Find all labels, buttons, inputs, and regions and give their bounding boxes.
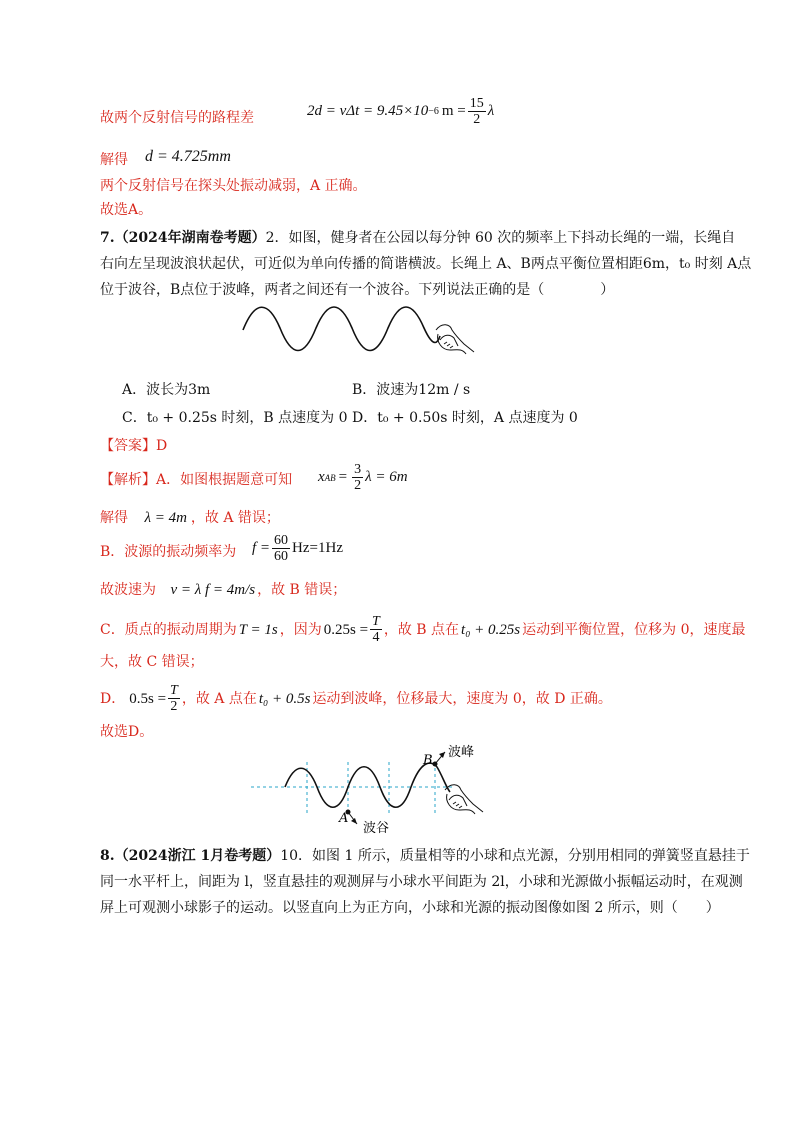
wave-diagram-figure <box>245 742 545 842</box>
a1-frac-den: 2 <box>354 478 362 493</box>
q7-option-b: B．波速为12m / s <box>352 382 471 398</box>
b1-eq-lhs: f = <box>252 540 271 556</box>
b2-eq: v = λ f = 4m/s <box>170 582 256 598</box>
a1-eq-sub: AB <box>324 472 336 483</box>
a2-tail: ，故 A 错误； <box>190 510 280 526</box>
analysis-a1 <box>100 470 292 490</box>
d1-eq1: 0.5s = <box>129 690 167 707</box>
c1-eq1: T = 1s <box>238 621 278 638</box>
line4: 故选A。 <box>100 202 153 218</box>
rope-wave <box>243 307 440 351</box>
answer-label: 【答案】 <box>100 438 156 454</box>
line2-equation: d = 4.725mm <box>145 148 231 165</box>
b2-label: 故波速为 <box>100 582 156 598</box>
line3: 两个反射信号在探头处振动减弱，A 正确。 <box>100 178 367 194</box>
c1-c: ，故 B 点在 <box>383 621 460 638</box>
d1-a: D． <box>100 690 126 707</box>
c1-a: C．质点的振动周期为 <box>100 621 237 638</box>
q8-line3: 屏上可观测小球影子的运动。以竖直向上为正方向，小球和光源的振动图像如图 2 所示，则（ ） <box>100 900 720 916</box>
b1-eq-rhs: Hz=1Hz <box>292 540 343 556</box>
q7-text1: 2．如图，健身者在公园以每分钟 60 次的频率上下抖动长绳的一端，长绳自 <box>265 230 736 246</box>
hand-icon <box>436 325 474 354</box>
b1-frac-den: 60 <box>274 549 289 564</box>
q7-prefix: 7.（2024年湖南卷考题） <box>100 230 266 246</box>
analysis-c1 <box>100 614 746 645</box>
c1-eq2: 0.25s = <box>323 621 369 638</box>
line2-label: 解得 <box>100 152 128 168</box>
a2-label: 解得 <box>100 510 128 526</box>
label-trough: 波谷 <box>363 821 390 836</box>
q7-option-c: C．t₀ + 0.25s 时刻，B 点速度为 0 <box>122 410 348 426</box>
wave-line <box>285 763 450 807</box>
b1-frac-num: 60 <box>274 533 289 548</box>
b2-tail: ，故 B 错误； <box>257 582 347 598</box>
line1-eq-unit: m = <box>441 103 466 119</box>
d1-b: ，故 A 点在 <box>181 690 257 707</box>
d1-frac-num: T <box>170 683 178 698</box>
analysis-a2 <box>100 508 280 528</box>
answer-value: D <box>156 438 168 454</box>
analysis-b1: B．波源的振动频率为 <box>100 544 237 560</box>
line1-eq-end: λ <box>487 103 495 119</box>
arrow-up-head <box>439 752 445 758</box>
q7-line3: 位于波谷，B点位于波峰，两者之间还有一个波谷。下列说法正确的是（ ） <box>100 282 615 298</box>
answer-line <box>100 436 167 456</box>
c1-d: 运动到平衡位置，位移为 0，速度最 <box>522 621 746 638</box>
d1-frac <box>168 683 180 714</box>
d1-c: 运动到波峰，位移最大，速度为 0，故 D 正确。 <box>312 690 612 707</box>
a1-eq-mid: = <box>338 469 348 485</box>
analysis-b2 <box>100 580 346 600</box>
q8-text1: 10．如图 1 所示，质量相等的小球和点光源，分别用相同的弹簧竖直悬挂于 <box>280 848 750 864</box>
a2-eq: λ = 4m <box>144 510 187 526</box>
analysis-label: 【解析】 <box>100 472 156 488</box>
a1-eq-rhs: λ = 6m <box>365 469 408 485</box>
line1-equation <box>307 96 494 127</box>
d1-frac-den: 2 <box>170 699 178 714</box>
q8-line1 <box>100 846 750 866</box>
line1-frac-den: 2 <box>473 112 481 127</box>
a1-frac-num: 3 <box>354 462 362 477</box>
q7-line2: 右向左呈现波浪状起伏，可近似为单向传播的简谐横波。长绳上 A、B两点平衡位置相距6m，t₀ 时刻 A点 <box>100 256 752 272</box>
a1-frac <box>352 462 363 493</box>
b1-frac <box>272 533 290 564</box>
analysis-a1-equation <box>318 462 408 493</box>
q7-option-d: D．t₀ + 0.50s 时刻，A 点速度为 0 <box>352 410 578 426</box>
c1-eq3: t₀ + 0.25s <box>461 621 521 638</box>
line1-frac <box>468 96 486 127</box>
dashed-guides <box>251 762 455 814</box>
analysis-a1-text: A．如图根据题意可知 <box>156 472 293 488</box>
a1-eq-lhs: x <box>318 469 325 485</box>
q8-prefix: 8.（2024浙江 1月卷考题） <box>100 848 281 864</box>
rope-wave-figure <box>238 300 488 360</box>
hand-icon <box>445 785 483 814</box>
line1-eq-exp: −6 <box>428 106 439 117</box>
line1-frac-num: 15 <box>469 96 484 111</box>
c1-frac <box>370 614 382 645</box>
q8-line2: 同一水平杆上，间距为 l，竖直悬挂的观测屏与小球水平间距为 2l，小球和光源做小振幅运动时，在观测 <box>100 874 743 890</box>
q7-option-a: A．波长为3m <box>122 382 211 398</box>
c1-frac-num: T <box>372 614 380 629</box>
analysis-end: 故选D。 <box>100 724 154 740</box>
line1-label: 故两个反射信号的路程差 <box>100 110 254 126</box>
c1-frac-den: 4 <box>372 630 380 645</box>
label-b: B <box>423 753 433 768</box>
analysis-d1 <box>100 683 612 714</box>
analysis-b1-equation <box>252 533 343 564</box>
label-a: A <box>339 811 349 826</box>
line1-eq-lhs: 2d = vΔt = 9.45×10 <box>307 103 429 119</box>
label-crest: 波峰 <box>448 745 475 760</box>
q7-line1 <box>100 228 735 248</box>
arrow-down-head <box>351 818 357 824</box>
c1-b: ，因为 <box>279 621 322 638</box>
d1-eq2: t₀ + 0.5s <box>258 690 311 707</box>
analysis-c2: 大，故 C 错误； <box>100 654 204 670</box>
